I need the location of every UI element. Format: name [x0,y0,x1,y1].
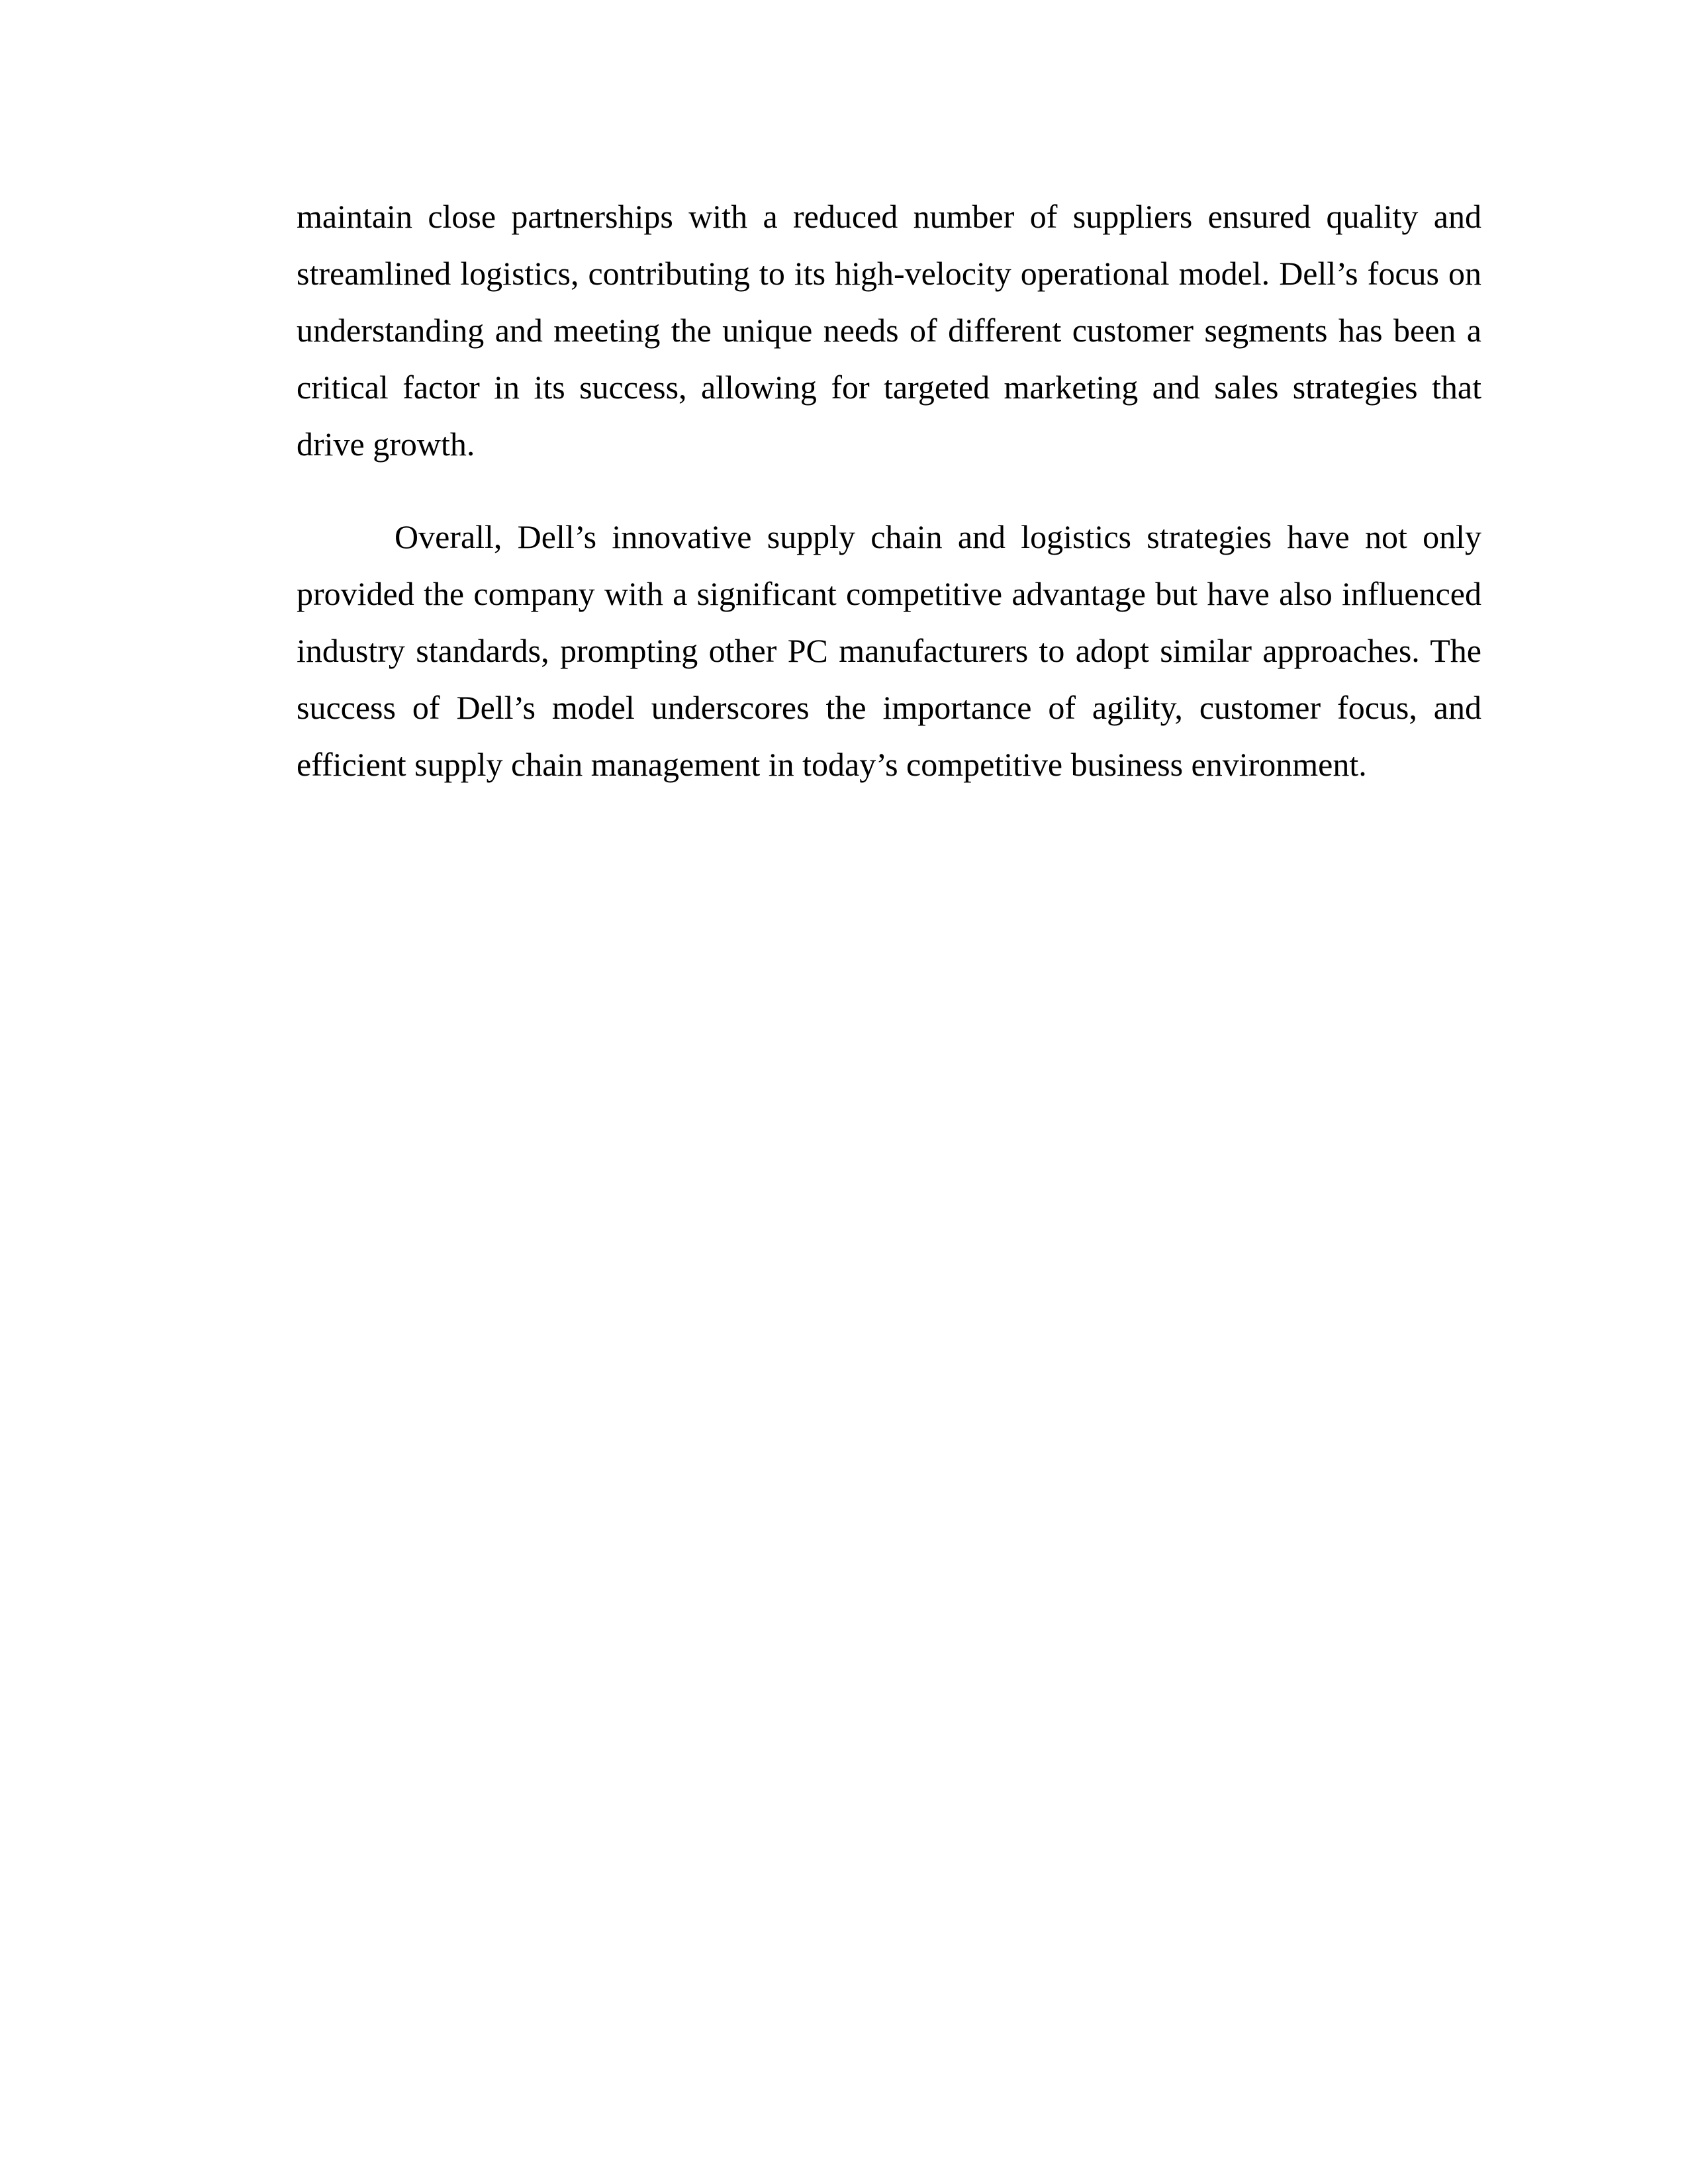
document-body [297,188,1481,793]
paragraph-conclusion: Overall, Dell’s innovative supply chain and logistics strategies have not only provided the company with a significant competitive advantage but have also influenced industry standards, prompting other PC manufacturers to adopt similar approaches. The success of Dell’s model underscores the importance of agility, customer focus, and efficient supply chain management in today’s competitive business environment. [297,518,1481,783]
paragraph-continued: maintain close partnerships with a reduced number of suppliers ensured quality and streamlined logistics, contributing to its high-velocity operational model. Dell’s focus on understanding and meeting the unique needs of different customer segments has been a critical factor in its success, allowing for targeted marketing and sales strategies that drive growth. [297,198,1481,463]
